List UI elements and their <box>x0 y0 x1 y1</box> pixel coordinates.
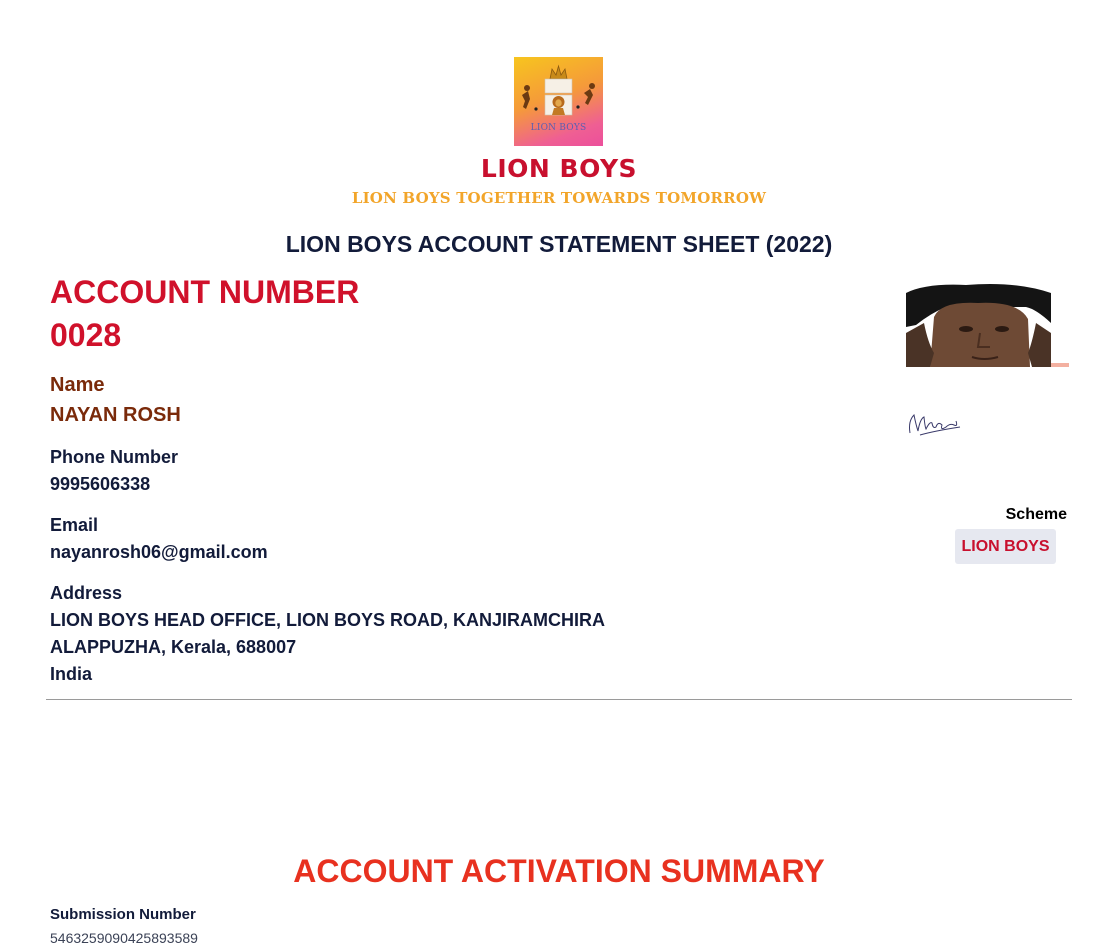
name-label: Name <box>50 374 105 396</box>
address-line-1: LION BOYS HEAD OFFICE, LION BOYS ROAD, KANJIRAMCHIRA <box>50 610 606 630</box>
tagline: LION BOYS TOGETHER TOWARDS TOMORROW <box>351 189 767 207</box>
member-photo <box>906 283 1069 367</box>
signature-icon <box>906 407 962 439</box>
address-line-2: ALAPPUZHA, Kerala, 688007 <box>50 637 297 657</box>
section-divider <box>46 699 1072 700</box>
address-label: Address <box>50 583 123 603</box>
scheme-label: Scheme <box>1005 506 1067 523</box>
submission-number-value: 5463259090425893589 <box>50 930 198 946</box>
email-label: Email <box>50 515 99 535</box>
name-value: NAYAN ROSH <box>50 404 181 426</box>
phone-value: 9995606338 <box>50 474 151 494</box>
member-signature <box>906 407 962 444</box>
scheme-badge: LION BOYS <box>955 529 1056 564</box>
brand-name: LION BOYS <box>480 154 638 183</box>
statement-title: LION BOYS ACCOUNT STATEMENT SHEET (2022) <box>285 231 833 257</box>
submission-number-label: Submission Number <box>50 906 196 923</box>
account-number-label: ACCOUNT NUMBER <box>50 274 360 310</box>
phone-label: Phone Number <box>50 447 179 467</box>
summary-title: ACCOUNT ACTIVATION SUMMARY <box>293 853 825 889</box>
email-value: nayanrosh06@gmail.com <box>50 542 268 562</box>
logo-text: LION BOYS <box>530 123 587 133</box>
lion-boys-logo <box>514 57 603 146</box>
address-line-3: India <box>50 664 93 684</box>
portrait-icon <box>906 283 1069 367</box>
account-number-value: 0028 <box>50 317 122 353</box>
